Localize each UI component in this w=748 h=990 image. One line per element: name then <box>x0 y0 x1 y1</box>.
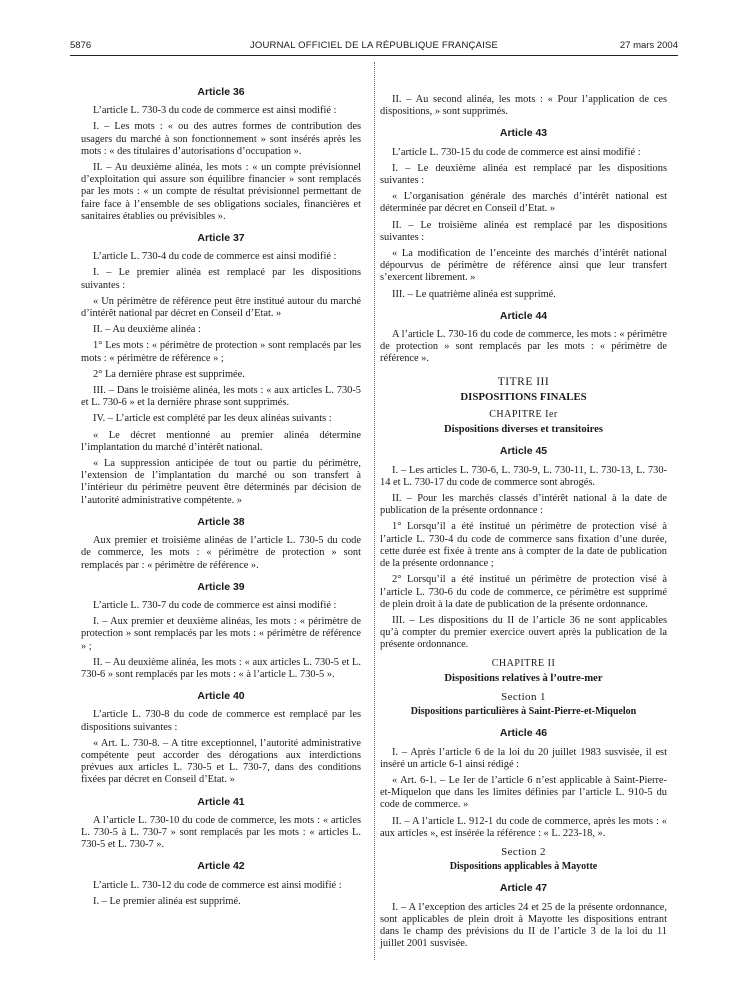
article-heading: Article 47 <box>499 882 548 895</box>
paragraph: A l’article L. 730-10 du code de commerce, les mots : « articles L. 730-5 à L. 730-7 » sont remplacés par les mots : « articles L. 730-5 et L. 730-7 ». <box>81 814 361 851</box>
page-header <box>70 40 678 54</box>
article-heading: Article 39 <box>197 580 245 593</box>
article-heading: Article 41 <box>197 795 245 808</box>
chapter-title: Dispositions relatives à l’outre-mer <box>444 672 603 684</box>
chapter-heading: CHAPITRE II <box>491 657 556 669</box>
publication-date: 27 mars 2004 <box>619 40 678 51</box>
paragraph: L’article L. 730-3 du code de commerce est ainsi modifié : <box>93 105 337 117</box>
paragraph: « La suppression anticipée de tout ou partie du périmètre, l’extension de l’implantation du marché ou son transfert à l’intérieur du périmètre peuvent être déterminés par décision de l’autorité administrative compétente. » <box>81 458 361 506</box>
column-divider <box>374 62 375 960</box>
left-column <box>81 86 361 912</box>
paragraph: II. – Au deuxième alinéa : <box>93 324 201 336</box>
paragraph: II. – Au deuxième alinéa, les mots : « aux articles L. 730-5 et L. 730-6 » sont remplacés par les mots : « à l’article L. 730-5 ». <box>81 656 361 680</box>
paragraph: II. – Le troisième alinéa est remplacé par les dispositions suivantes : <box>380 219 667 243</box>
paragraph: « La modification de l’enceinte des marchés d’intérêt national dépourvus de périmètre de référence ainsi que leur transfert s’exercent librement. » <box>380 248 667 284</box>
paragraph: « Un périmètre de référence peut être institué autour du marché d’intérêt national par décret en Conseil d’Etat. » <box>81 295 361 320</box>
paragraph: L’article L. 730-15 du code de commerce est ainsi modifié : <box>392 146 641 158</box>
paragraph: I. – Le deuxième alinéa est remplacé par les dispositions suivantes : <box>380 162 667 187</box>
page-number: 5876 <box>70 40 92 51</box>
paragraph: I. – Le premier alinéa est supprimé. <box>93 895 241 907</box>
paragraph: 1° Les mots : « périmètre de protection » sont remplacés par les mots : « périmètre de référence » ; <box>81 340 361 364</box>
paragraph: I. – Après l’article 6 de la loi du 20 juillet 1983 susvisée, il est inséré un article 6-1 ainsi rédigé : <box>380 746 667 770</box>
article-heading: Article 43 <box>499 127 548 140</box>
paragraph: Aux premier et troisième alinéas de l’article L. 730-5 du code de commerce, les mots : « périmètre de protection » sont remplacés par : « périmètre de référence ». <box>81 535 361 571</box>
paragraph: « Le décret mentionné au premier alinéa détermine l’implantation du marché d’intérêt national. <box>81 429 361 453</box>
journal-title: JOURNAL OFFICIEL DE LA RÉPUBLIQUE FRANÇAISE <box>249 40 499 51</box>
article-heading: Article 36 <box>197 86 245 98</box>
section-title: Dispositions applicables à Mayotte <box>449 861 598 873</box>
paragraph: I. – Les articles L. 730-6, L. 730-9, L. 730-11, L. 730-13, L. 730-14 et L. 730-17 du code de commerce sont abrogés. <box>380 464 667 488</box>
paragraph: II. – Pour les marchés classés d’intérêt national à la date de publication de la présente ordonnance : <box>380 493 667 517</box>
article-heading: Article 44 <box>499 309 548 322</box>
paragraph: IV. – L’article est complété par les deux alinéas suivants : <box>93 413 332 425</box>
paragraph: I. – Les mots : « ou des autres formes de contribution des usagers du marché à son fonctionnement » sont insérés après les mots : « des titulaires d’autorisations d’occupation ». <box>81 121 361 157</box>
paragraph: « Art. L. 730-8. – A titre exceptionnel, l’autorité administrative compétente peut accorder des dérogations aux interdictions prévues aux articles L. 730-5 et L. 730-7, dans des conditions fixées par décret en Conseil d’Etat. » <box>81 737 361 786</box>
title-subheading: DISPOSITIONS FINALES <box>460 390 587 403</box>
chapter-title: Dispositions diverses et transitoires <box>444 424 603 436</box>
article-heading: Article 42 <box>197 860 245 873</box>
paragraph: II. – Au deuxième alinéa, les mots : « un compte prévisionnel d’exploitation qui assure son équilibre financier » sont remplacés par les mots : « un compte de résultat prévisionnel permettant de faire face à l’ensemble de ses obligations sociales, financières et sanitaires établies ou prévisibles ». <box>81 162 361 222</box>
paragraph: II. – A l’article L. 912-1 du code de commerce, après les mots : « aux articles », est insérée la référence : « L. 223-18, ». <box>380 815 667 839</box>
paragraph: III. – Le quatrième alinéa est supprimé. <box>392 288 556 300</box>
paragraph: II. – Au second alinéa, les mots : « Pour l’application de ces dispositions, » sont supprimés. <box>380 94 667 118</box>
paragraph: I. – A l’exception des articles 24 et 25 de la présente ordonnance, sont applicables de plein droit à Mayotte les dispositions entrant dans le champ des prévisions du II de l’article 3 de la loi du 11 juillet 2001 susvisée. <box>380 901 667 950</box>
title-heading: TITRE III <box>497 375 550 388</box>
paragraph: III. – Dans le troisième alinéa, les mots : « aux articles L. 730-5 et L. 730-6 » et la dernière phrase sont supprimés. <box>81 385 361 409</box>
paragraph: I. – Aux premier et deuxième alinéas, les mots : « périmètre de protection » sont remplacés par les mots : « périmètre de référence » ; <box>81 616 361 652</box>
chapter-heading: CHAPITRE Ier <box>489 409 558 421</box>
paragraph: III. – Les dispositions du II de l’article 36 ne sont applicables qu’à compter du premier exercice ouvert après la publication de la présente ordonnance. <box>380 614 667 651</box>
paragraph: L’article L. 730-4 du code de commerce est ainsi modifié : <box>93 251 337 263</box>
paragraph: « L’organisation générale des marchés d’intérêt national est déterminée par décret en Conseil d’Etat. » <box>380 191 667 215</box>
paragraph: 2° La dernière phrase est supprimée. <box>93 368 245 380</box>
article-heading: Article 40 <box>197 690 245 703</box>
paragraph: I. – Le premier alinéa est remplacé par les dispositions suivantes : <box>81 267 361 291</box>
paragraph: L’article L. 730-7 du code de commerce est ainsi modifié : <box>93 599 337 611</box>
paragraph: A l’article L. 730-16 du code de commerce, les mots : « périmètre de protection » sont remplacés par les mots : « périmètre de référence ». <box>380 329 667 365</box>
right-column <box>380 94 667 954</box>
article-heading: Article 38 <box>197 515 245 528</box>
article-heading: Article 46 <box>499 727 548 740</box>
section-heading: Section 1 <box>501 690 546 703</box>
paragraph: L’article L. 730-12 du code de commerce est ainsi modifié : <box>93 879 342 891</box>
paragraph: 2° Lorsqu’il a été institué un périmètre de protection visé à l’article L. 730-6 du code de commerce, ce périmètre est supprimé de plein droit à la date de publication de la présente ordonnance. <box>380 574 667 610</box>
header-rule <box>70 55 678 56</box>
section-title: Dispositions particulières à Saint-Pierre-et-Miquelon <box>410 706 637 718</box>
article-heading: Article 45 <box>499 445 548 458</box>
paragraph: L’article L. 730-8 du code de commerce est remplacé par les dispositions suivantes : <box>81 709 361 733</box>
section-heading: Section 2 <box>501 845 546 858</box>
article-heading: Article 37 <box>197 232 245 245</box>
paragraph: « Art. 6-1. – Le Ier de l’article 6 n’est applicable à Saint-Pierre-et-Miquelon que dans les limites définies par l’article L. 910-5 du code de commerce. » <box>380 774 667 811</box>
paragraph: 1° Lorsqu’il a été institué un périmètre de protection visé à l’article L. 730-4 du code de commerce sans fixation d’une durée, cette durée est fixée à trente ans à compter de la date de publication de la présente ordonnance ; <box>380 521 667 570</box>
